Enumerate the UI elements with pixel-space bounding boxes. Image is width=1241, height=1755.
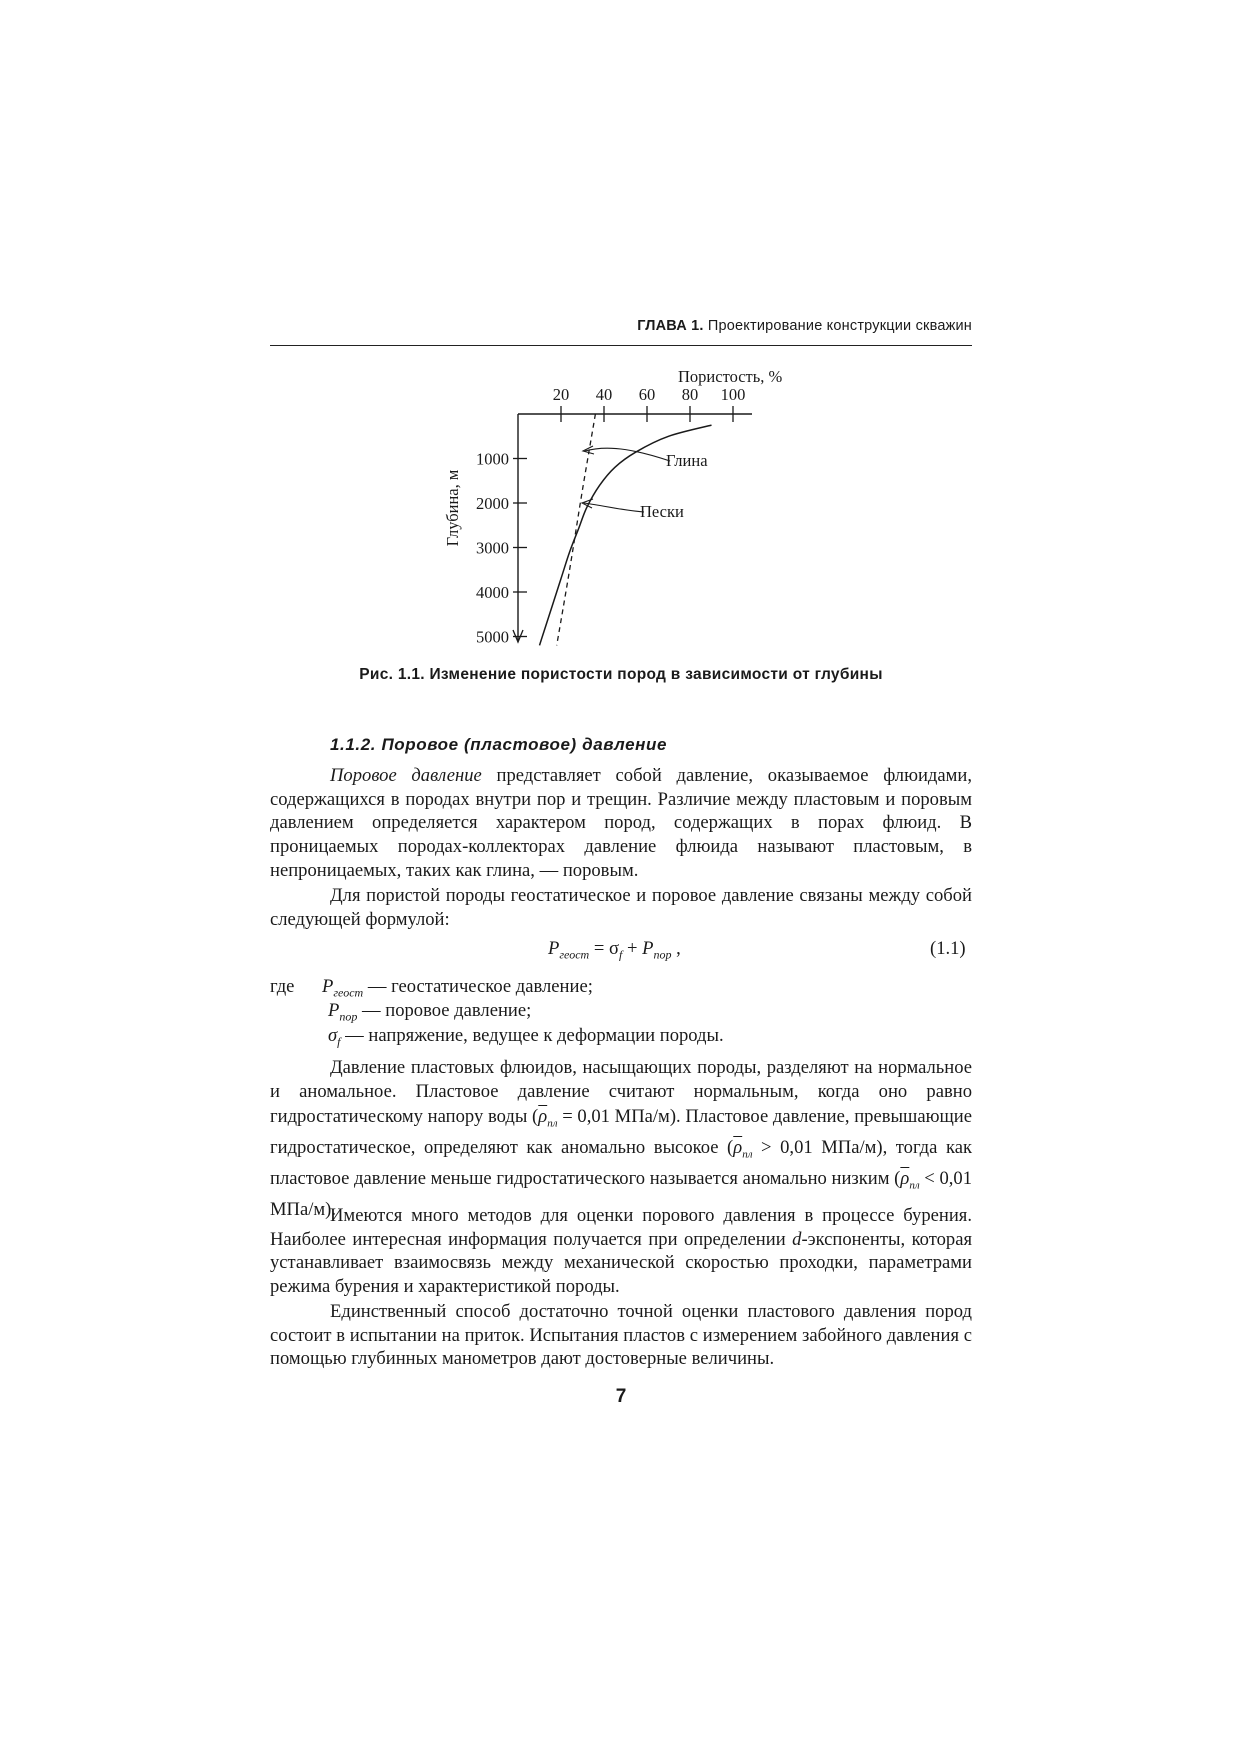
formula-tail: , bbox=[671, 938, 681, 959]
sand-series-line bbox=[557, 414, 596, 645]
p4-part1: Имеются много методов для оценки порового давления в процессе бурения. Наиболее интересная информация получается при определении bbox=[270, 1205, 972, 1250]
x-axis-title: Пористость, % bbox=[678, 367, 783, 386]
clay-label: Глина bbox=[666, 451, 708, 470]
definition-sigma bbox=[328, 1025, 724, 1050]
p3-part3: > 0,01 МПа/м), тогда как пластовое давление меньше гидростатического называется аномально низким ( bbox=[270, 1136, 972, 1189]
x-tick-label-2: 60 bbox=[638, 385, 656, 404]
y-tick-label-4: 5000 bbox=[476, 627, 509, 647]
def1-text: — геостатическое давление; bbox=[363, 976, 593, 997]
y-ticks bbox=[476, 450, 527, 647]
y-tick-label-3: 4000 bbox=[476, 583, 509, 602]
def3-text: — напряжение, ведущее к деформации породы. bbox=[340, 1025, 724, 1046]
y-tick-label-1: 2000 bbox=[476, 494, 509, 513]
x-tick-label-1: 40 bbox=[595, 385, 613, 404]
definition-por bbox=[328, 1000, 531, 1025]
paragraph-pore-pressure bbox=[270, 764, 972, 883]
paragraph1-text: представляет собой давление, оказываемое флюидами, содержащихся в породах внутри пор и трещин. Различие между пластовым и поровым давлением определяется характером пород, содержащих в порах флюид. В проницаемых породах-коллекторах давление флюида называют пластовым, в непроницаемых, таких как глина, — поровым. bbox=[270, 765, 972, 881]
y-tick-label-0: 1000 bbox=[476, 449, 509, 469]
rho-sub-1: пл bbox=[547, 1117, 558, 1130]
where-label: где bbox=[270, 976, 295, 997]
def2-sub: пор bbox=[339, 1009, 358, 1024]
x-tick-label-0: 20 bbox=[552, 385, 570, 404]
def1-symbol: P bbox=[322, 976, 334, 997]
formula-equals: = bbox=[589, 938, 609, 959]
paragraph-methods bbox=[270, 1204, 972, 1299]
formula-p-por: P bbox=[642, 938, 654, 959]
rho-sub-2: пл bbox=[742, 1148, 753, 1161]
x-tick-label-4: 100 bbox=[720, 385, 746, 404]
formula-sub-f: f bbox=[619, 947, 623, 962]
formula-1-1 bbox=[548, 938, 681, 963]
x-ticks bbox=[553, 385, 746, 422]
paragraph-formula-intro: Для пористой породы геостатическое и поровое давление связаны между собой следующей формулой: bbox=[270, 885, 972, 930]
formula-sub-por: пор bbox=[653, 947, 672, 962]
sand-label: Пески bbox=[640, 502, 684, 521]
formula-number: (1.1) bbox=[930, 938, 966, 959]
rho-symbol-3: $\overline{\rho}$ bbox=[900, 1167, 910, 1189]
p3-part2: = 0,01 МПа/м). Пластовое давление, превышающие гидростатическое, определяют как аномально высокое ( bbox=[270, 1105, 972, 1158]
def2-symbol: P bbox=[328, 1000, 340, 1021]
rho-symbol-2: $\overline{\rho}$ bbox=[733, 1136, 743, 1158]
clay-leader-line bbox=[585, 448, 670, 461]
section-title: 1.1.2. Поровое (пластовое) давление bbox=[330, 735, 668, 754]
def1-sub: геост bbox=[333, 985, 364, 1000]
porosity-depth-chart bbox=[0, 0, 1241, 700]
page-number: 7 bbox=[615, 1386, 627, 1407]
y-axis-title: Глубина, м bbox=[443, 469, 462, 547]
definition-geost bbox=[322, 976, 593, 1001]
rho-sub-3: пл bbox=[909, 1179, 920, 1192]
def3-symbol: σ bbox=[328, 1025, 338, 1046]
x-tick-label-3: 80 bbox=[681, 385, 699, 404]
d-letter: d bbox=[792, 1228, 802, 1250]
chapter-label: ГЛАВА 1. bbox=[637, 318, 704, 334]
formula-plus: + bbox=[622, 938, 643, 959]
formula-p-geost: P bbox=[548, 938, 560, 959]
rho-symbol-1: $\overline{\rho}$ bbox=[538, 1105, 548, 1127]
p4-part2: -экспоненты, которая устанавливает взаимосвязь между механической скоростью проходки, параметрами режима бурения и характеристикой породы. bbox=[270, 1228, 972, 1298]
p3-part4: < 0,01 МПа/м). bbox=[270, 1167, 972, 1220]
chapter-title: Проектирование конструкции скважин bbox=[707, 318, 972, 334]
def2-text: — поровое давление; bbox=[357, 1000, 532, 1021]
paragraph-testing: Единственный способ достаточно точной оценки пластового давления пород состоит в испытании на приток. Испытания пластов с измерением забойного давления с помощью глубинных манометров дают достоверные величины. bbox=[270, 1301, 972, 1370]
paragraph-pressure-types bbox=[270, 1056, 972, 1222]
figure-caption: Рис. 1.1. Изменение пористости пород в зависимости от глубины bbox=[359, 666, 883, 683]
term-pore-pressure: Поровое давление bbox=[330, 765, 482, 786]
formula-sub-geost: геост bbox=[559, 947, 590, 962]
formula-sigma: σ bbox=[609, 938, 620, 959]
def3-sub: f bbox=[337, 1034, 341, 1049]
sand-leader-line bbox=[584, 503, 644, 512]
y-tick-label-2: 3000 bbox=[476, 538, 509, 558]
p3-part1: Давление пластовых флюидов, насыщающих породы, разделяют на нормальное и аномальное. Пластовое давление считают нормальным, когда оно равно гидростатическому напору воды ( bbox=[270, 1057, 972, 1127]
